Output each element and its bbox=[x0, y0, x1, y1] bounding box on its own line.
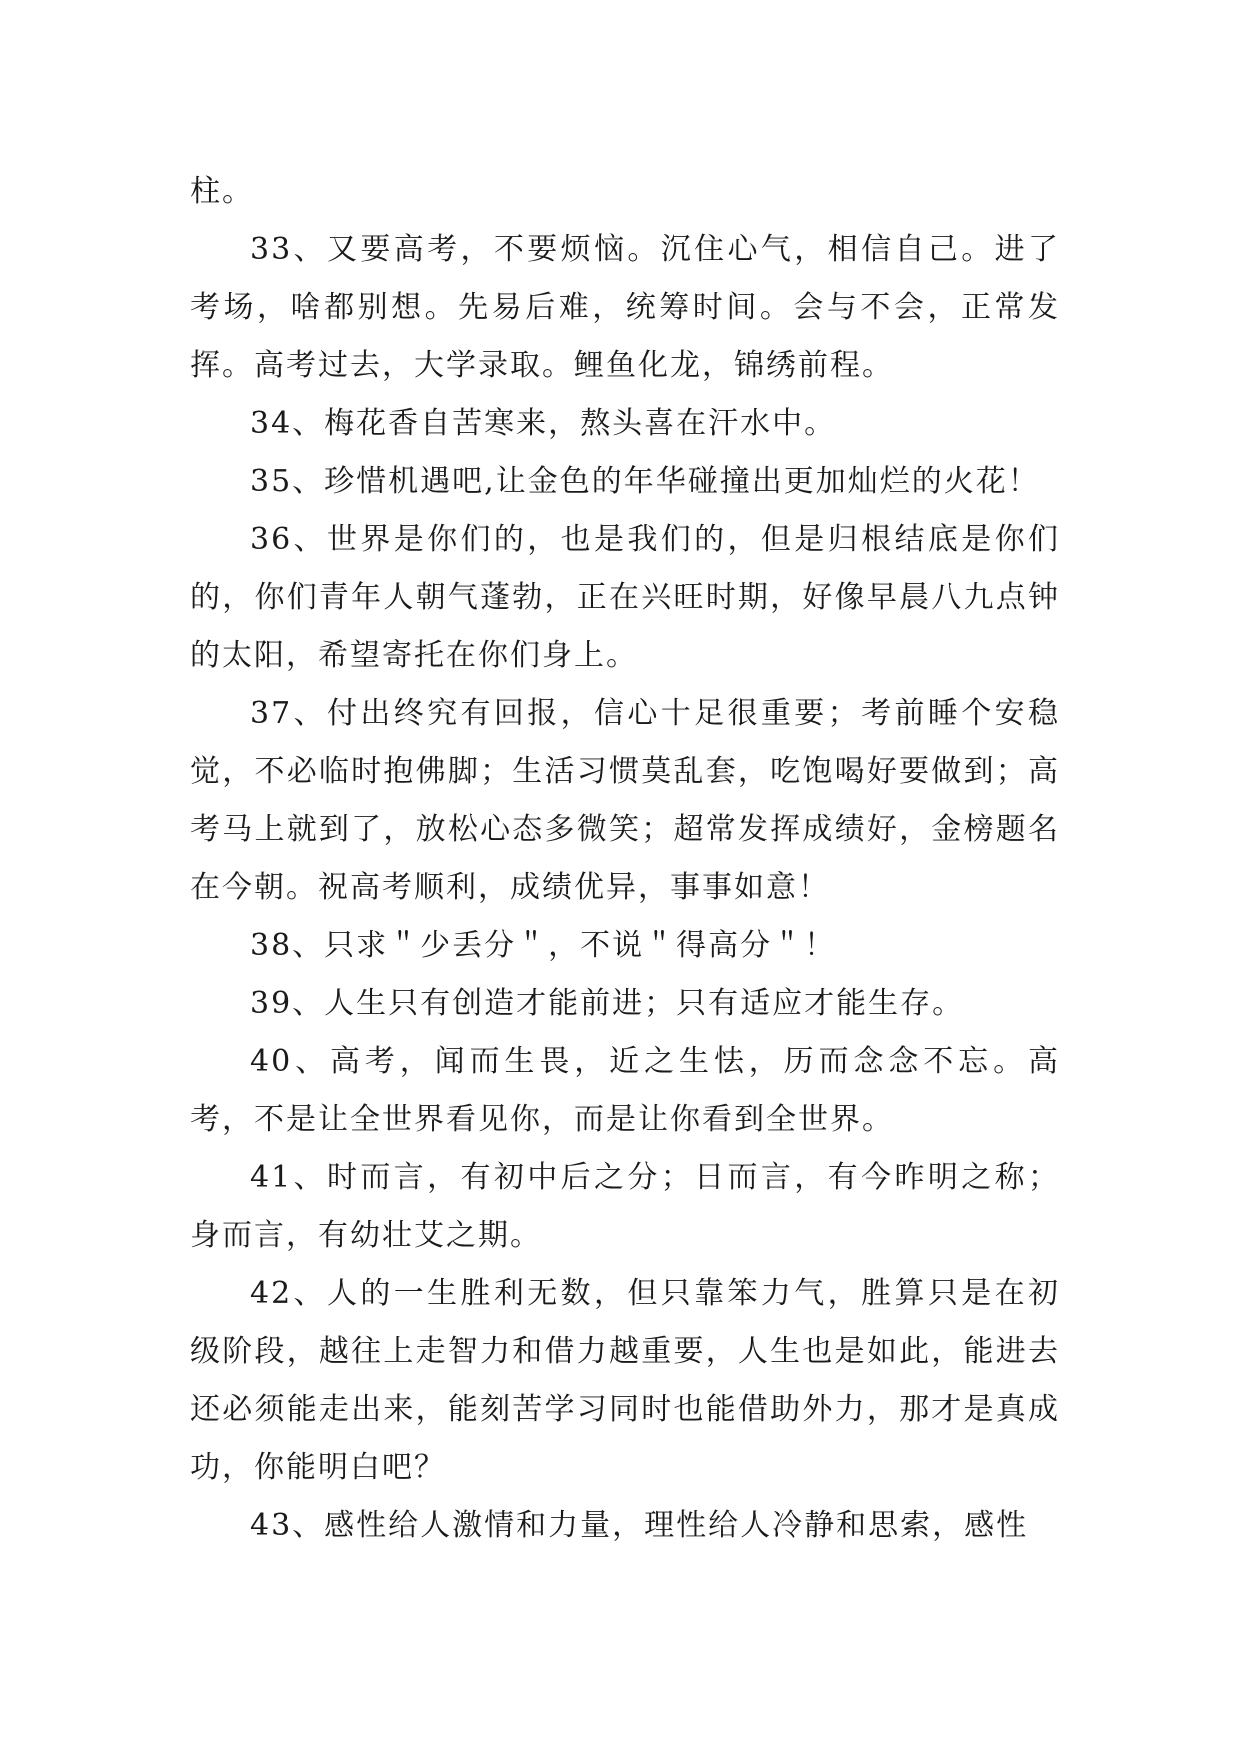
paragraph-continuation: 柱。 bbox=[190, 174, 254, 209]
paragraph-41: 41、时而言，有初中后之分；日而言，有今昨明之称；身而言，有幼壮艾之期。 bbox=[190, 1160, 1060, 1253]
document-body bbox=[190, 163, 1060, 1555]
paragraph-38: 38、只求＂少丢分＂，不说＂得高分＂！ bbox=[250, 928, 837, 963]
paragraph-33: 33、又要高考，不要烦恼。沉住心气，相信自己。进了考场，啥都别想。先易后难，统筹时间。会与不会，正常发挥。高考过去，大学录取。鲤鱼化龙，锦绣前程。 bbox=[190, 232, 1060, 383]
paragraph-40: 40、高考，闻而生畏，近之生怯，历而念念不忘。高考，不是让全世界看见你，而是让你看到全世界。 bbox=[190, 1044, 1060, 1137]
paragraph-39: 39、人生只有创造才能前进；只有适应才能生存。 bbox=[250, 986, 965, 1021]
paragraph-37: 37、付出终究有回报，信心十足很重要；考前睡个安稳觉，不必临时抱佛脚；生活习惯莫乱套，吃饱喝好要做到；高考马上就到了，放松心态多微笑；超常发挥成绩好，金榜题名在今朝。祝高考顺利，成绩优异，事事如意！ bbox=[190, 696, 1060, 905]
paragraph-43: 43、感性给人激情和力量，理性给人冷静和思索，感性 bbox=[250, 1508, 1029, 1543]
paragraph-36: 36、世界是你们的，也是我们的，但是归根结底是你们的，你们青年人朝气蓬勃，正在兴旺时期，好像早晨八九点钟的太阳，希望寄托在你们身上。 bbox=[190, 522, 1060, 673]
paragraph-35: 35、珍惜机遇吧,让金色的年华碰撞出更加灿烂的火花！ bbox=[250, 464, 1040, 499]
paragraph-34: 34、梅花香自苦寒来，熬头喜在汗水中。 bbox=[250, 406, 837, 441]
paragraph-42: 42、人的一生胜利无数，但只靠笨力气，胜算只是在初级阶段，越往上走智力和借力越重要，人生也是如此，能进去还必须能走出来，能刻苦学习同时也能借助外力，那才是真成功，你能明白吧？ bbox=[190, 1276, 1060, 1485]
